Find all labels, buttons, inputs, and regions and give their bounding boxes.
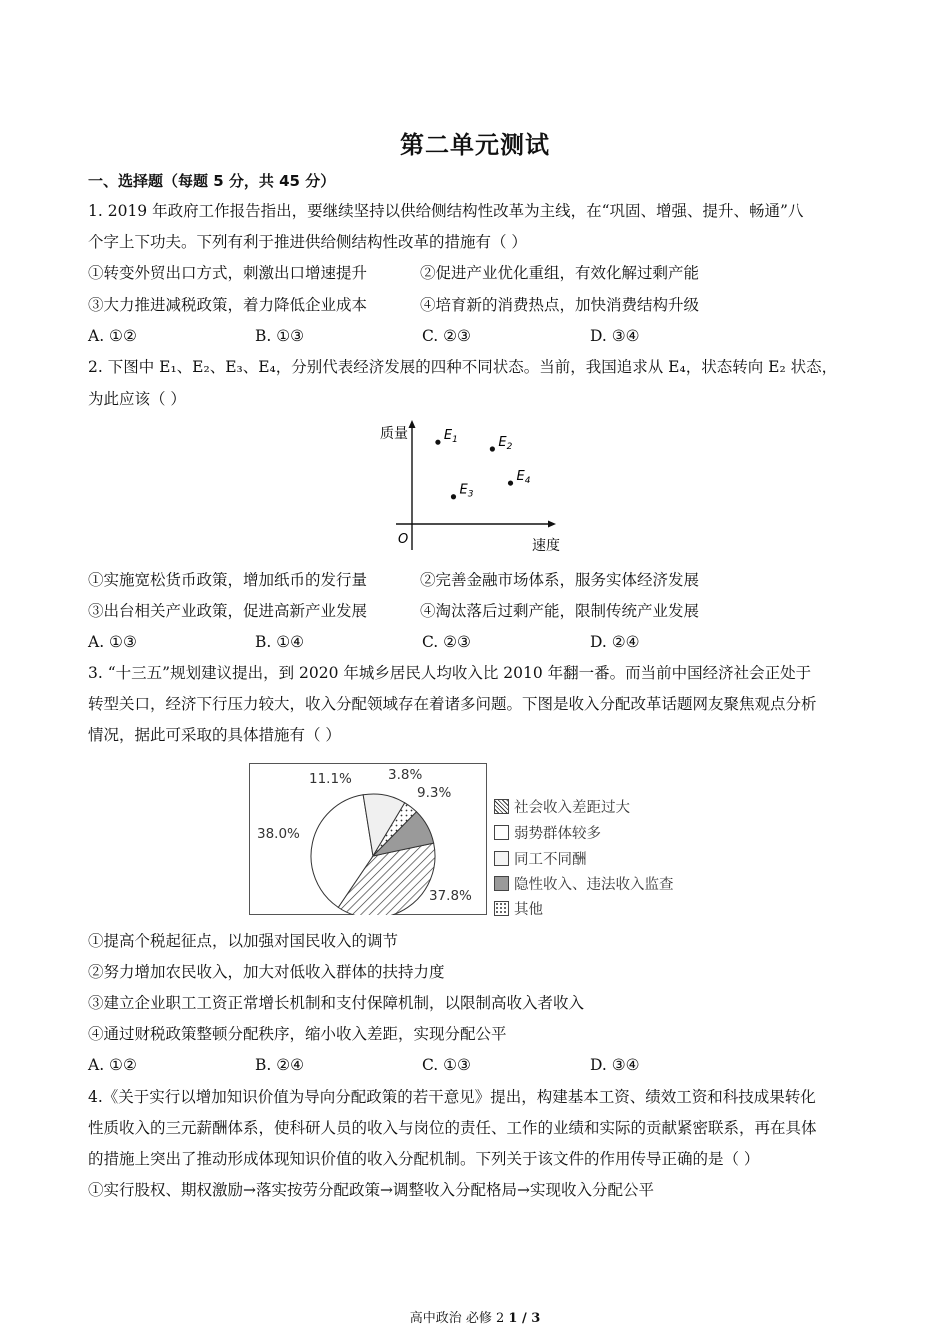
legend-item-vulnerable-groups <box>494 822 601 843</box>
scatter-label-e3: $E_3$ <box>459 482 474 500</box>
legend-label: 社会收入差距过大 <box>514 800 630 816</box>
q1-option-a: A. ①② <box>88 327 137 345</box>
dots-swatch-icon <box>494 901 509 916</box>
scatter-point-e1 <box>435 440 440 445</box>
q2-option-b: B. ①④ <box>255 633 305 651</box>
hatch-swatch-icon <box>494 799 509 814</box>
pie-label-4: 9.3% <box>417 785 452 801</box>
q4-item-1: ①实行股权、期权激励→落实按劳分配政策→调整收入分配格局→实现收入分配公平 <box>88 1181 654 1199</box>
y-axis <box>409 420 416 550</box>
q1-stem-line1: 1. 2019 年政府工作报告指出，要继续坚持以供给侧结构性改革为主线，在“巩固、增强、提升、畅通”八 <box>88 202 804 220</box>
q2-item-3: ③出台相关产业政策，促进高新产业发展 <box>88 602 368 620</box>
q3-stem-line2: 转型关口，经济下行压力较大，收入分配领域存在着诸多问题。下图是收入分配改革话题网友聚焦观点分析 <box>88 695 817 713</box>
q2-option-c: C. ②③ <box>422 633 471 651</box>
quality-speed-scatter-chart <box>370 418 580 558</box>
income-distribution-pie-chart <box>249 763 485 915</box>
gray-swatch-icon <box>494 876 509 891</box>
legend-label: 同工不同酬 <box>514 852 587 868</box>
legend-item-hidden-income <box>494 873 674 894</box>
q1-stem-line2: 个字上下功夫。下列有利于推进供给侧结构性改革的措施有（ ） <box>88 233 527 251</box>
q1-item-3: ③大力推进减税政策，着力降低企业成本 <box>88 296 368 314</box>
q3-stem-line3: 情况，据此可采取的具体措施有（ ） <box>88 726 341 744</box>
q2-option-d: D. ②④ <box>590 633 640 651</box>
q2-item-1: ①实施宽松货币政策，增加纸币的发行量 <box>88 571 368 589</box>
section-heading: 一、选择题（每题 5 分，共 45 分） <box>88 172 336 190</box>
y-axis-label: 质量 <box>380 426 408 442</box>
legend-label: 弱势群体较多 <box>514 826 601 842</box>
origin-label: O <box>398 532 409 547</box>
q1-item-4: ④培育新的消费热点，加快消费结构升级 <box>420 296 700 314</box>
light-swatch-icon <box>494 851 509 866</box>
q3-stem-line1: 3. “十三五”规划建议提出，到 2020 年城乡居民人均收入比 2010 年翻一番。而当前中国经济社会正处于 <box>88 664 812 682</box>
legend-item-income-gap <box>494 796 630 817</box>
q3-item-3: ③建立企业职工工资正常增长机制和支付保障机制，以限制高收入者收入 <box>88 994 585 1012</box>
q1-option-c: C. ②③ <box>422 327 471 345</box>
q3-option-d: D. ③④ <box>590 1056 640 1074</box>
scatter-point-e3 <box>451 494 456 499</box>
q4-stem-line3: 的措施上突出了推动形成体现知识价值的收入分配机制。下列关于该文件的作用传导正确的是（ ） <box>88 1150 760 1168</box>
q3-option-a: A. ①② <box>88 1056 137 1074</box>
q3-item-1: ①提高个税起征点，以加强对国民收入的调节 <box>88 932 399 950</box>
q3-item-2: ②努力增加农民收入，加大对低收入群体的扶持力度 <box>88 963 445 981</box>
scatter-point-e4 <box>508 480 513 485</box>
q3-item-4: ④通过财税政策整顿分配秩序，缩小收入差距，实现分配公平 <box>88 1025 507 1043</box>
scatter-label-e2: $E_2$ <box>498 435 513 452</box>
q1-option-b: B. ①③ <box>255 327 305 345</box>
q2-stem-line1: 2. 下图中 E₁、E₂、E₃、E₄，分别代表经济发展的四种不同状态。当前，我国追求从 E₄，状态转向 E₂ 状态， <box>88 358 838 376</box>
page-title: 第二单元测试 <box>400 131 550 159</box>
pie-label-1: 38.0% <box>257 826 300 842</box>
scatter-label-e1: $E_1$ <box>443 428 458 446</box>
q3-option-b: B. ②④ <box>255 1056 305 1074</box>
footer-course: 高中政治 必修 2 <box>409 1311 509 1326</box>
q2-item-2: ②完善金融市场体系，服务实体经济发展 <box>420 571 700 589</box>
q4-stem-line1: 4.《关于实行以增加知识价值为导向分配政策的若干意见》提出，构建基本工资、绩效工资和科技成果转化 <box>88 1088 816 1106</box>
q2-item-4: ④淘汰落后过剩产能，限制传统产业发展 <box>420 602 700 620</box>
scatter-label-e4: $E_4$ <box>516 469 531 487</box>
legend-label: 其他 <box>514 902 543 918</box>
x-axis-label: 速度 <box>532 538 560 554</box>
pie-label-3: 3.8% <box>388 767 423 783</box>
x-axis <box>396 521 556 528</box>
white-swatch-icon <box>494 825 509 840</box>
q1-item-2: ②促进产业优化重组，有效化解过剩产能 <box>420 264 700 282</box>
footer-page-number: 1 / 3 <box>508 1311 541 1326</box>
q3-option-c: C. ①③ <box>422 1056 471 1074</box>
legend-item-other <box>494 898 543 919</box>
legend-label: 隐性收入、违法收入监查 <box>514 877 674 893</box>
q2-option-a: A. ①③ <box>88 633 137 651</box>
pie-label-2: 11.1% <box>309 771 352 787</box>
q1-item-1: ①转变外贸出口方式，刺激出口增速提升 <box>88 264 368 282</box>
legend-item-unequal-pay <box>494 848 587 869</box>
q4-stem-line2: 性质收入的三元薪酬体系，使科研人员的收入与岗位的责任、工作的业绩和实际的贡献紧密联系，再在具体 <box>88 1119 817 1137</box>
q1-option-d: D. ③④ <box>590 327 640 345</box>
page-footer <box>0 1307 950 1326</box>
scatter-point-e2 <box>490 446 495 451</box>
q2-stem-line2: 为此应该（ ） <box>88 390 186 408</box>
pie-label-0: 37.8% <box>429 888 472 904</box>
